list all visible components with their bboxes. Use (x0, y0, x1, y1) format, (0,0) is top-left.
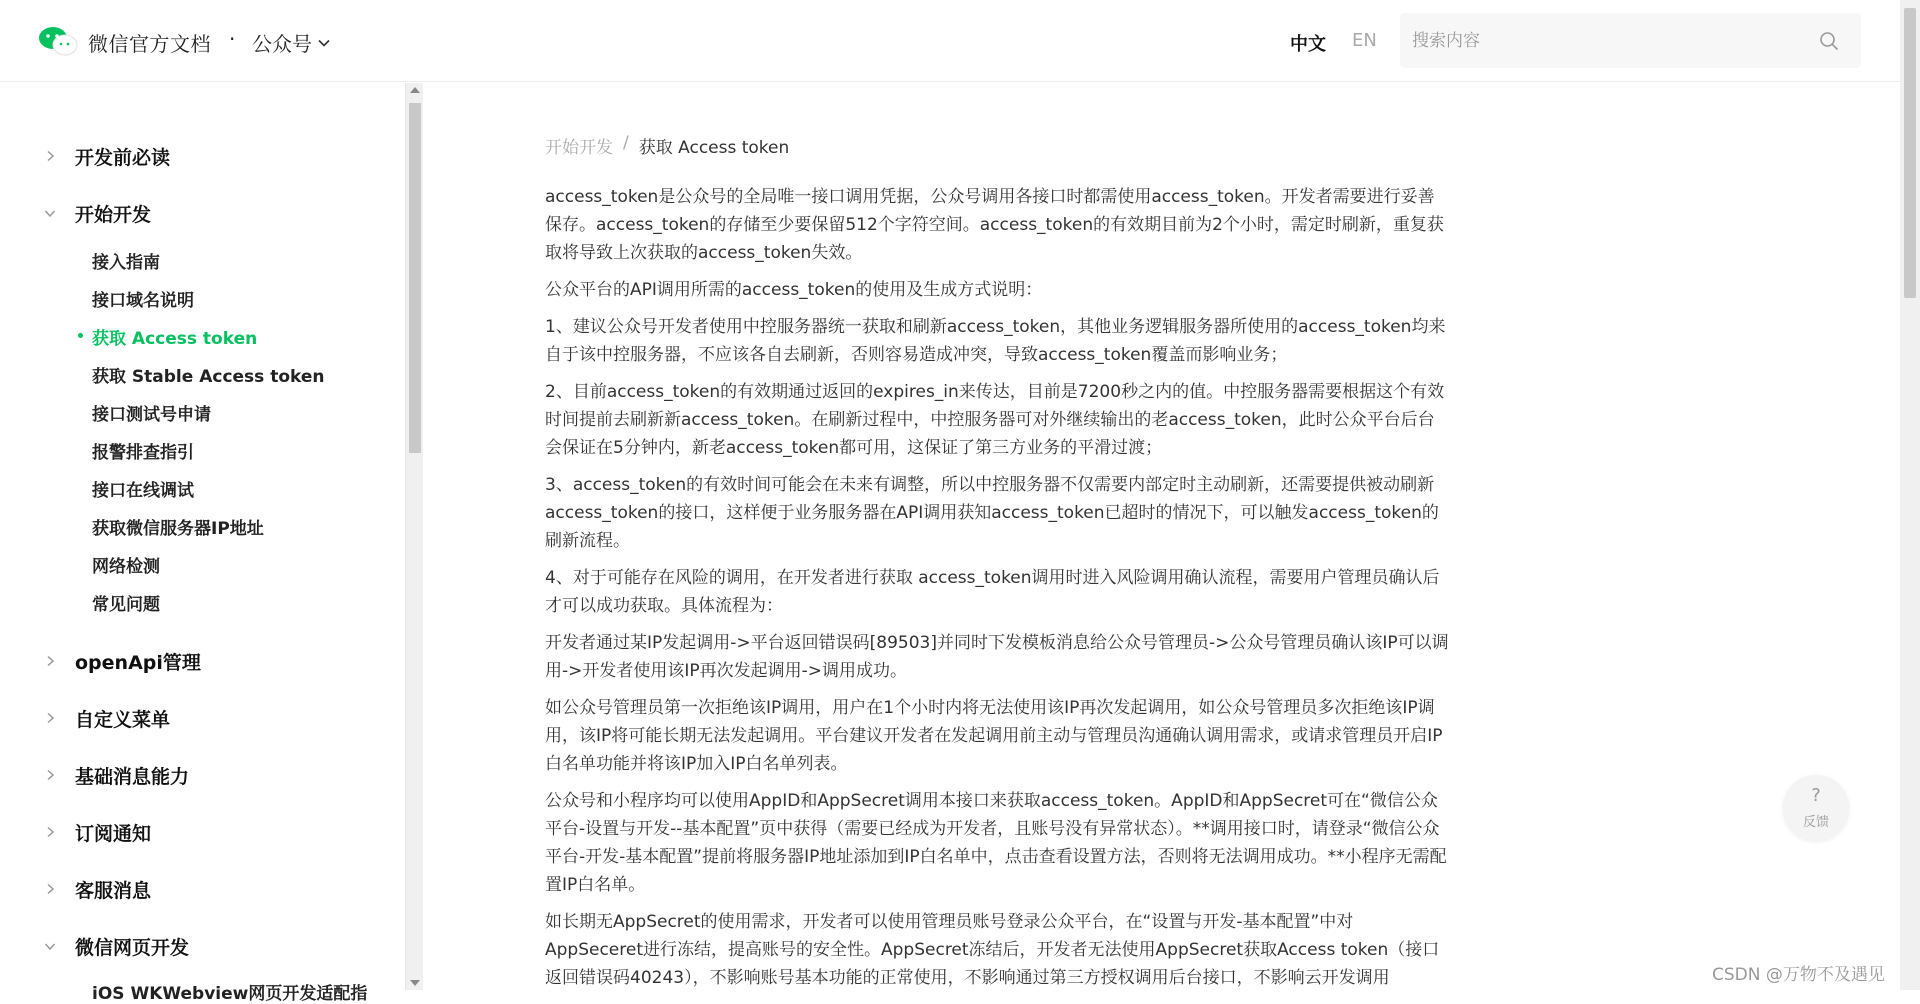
page-scroll-thumb[interactable] (1904, 8, 1916, 298)
wechat-logo-icon[interactable] (38, 26, 78, 56)
chevron-down-icon (44, 207, 56, 219)
chevron-right-icon (44, 150, 56, 162)
breadcrumb-parent-link[interactable]: 开始开发 (545, 138, 613, 158)
scroll-up-arrow-icon[interactable] (410, 87, 420, 93)
sidebar-scrollbar[interactable] (405, 83, 423, 990)
article-paragraph: 1、建议公众号开发者使用中控服务器统一获取和刷新access_token，其他业务逻辑服务器所使用的access_token均来自于该中控服务器，不应该各自去刷新，否则容易造成冲突，导致access_token覆盖而影响业务； (545, 317, 1446, 365)
article-paragraph: 开发者通过某IP发起调用->平台返回错误码[89503]并同时下发模板消息给公众号管理员->公众号管理员确认该IP可以调用->开发者使用该IP再次发起调用->调用成功。 (545, 633, 1449, 681)
sidebar-nav (0, 83, 405, 1004)
article-paragraph: 公众平台的API调用所需的access_token的使用及生成方式说明： (545, 280, 1043, 300)
article-paragraph: access_token是公众号的全局唯一接口调用凭据，公众号调用各接口时都需使用access_token。开发者需要进行妥善保存。access_token的存储至少要保留512个字符空间。access_token的有效期目前为2个小时，需定时刷新，重复获取将导致上次获取的access_token失效。 (545, 187, 1444, 263)
feedback-label: 反馈 (1802, 815, 1829, 830)
sidebar-section-label: openApi管理 (75, 652, 201, 674)
sidebar-section-label: 自定义菜单 (75, 709, 171, 731)
watermark-text: CSDN @万物不及遇见 (1712, 965, 1885, 985)
article-paragraph: 如长期无AppSecret的使用需求，开发者可以使用管理员账号登录公众平台，在“设置与开发-基本配置”中对AppSeceret进行冻结，提高账号的安全性。AppSecret冻结后，开发者无法使用AppSecret获取Access token（接口返回错误码40243），不影响账号基本功能的正常使用，不影响通过第三方授权调用后台接口，不影响云开发调用 (545, 912, 1440, 988)
article-paragraph: 2、目前access_token的有效期通过返回的expires_in来传达，目前是7200秒之内的值。中控服务器需要根据这个有效时间提前去刷新新access_token。在刷新过程中，中控服务器可对外继续输出的老access_token，此时公众平台后台会保证在5分钟内，新老access_token都可用，这保证了第三方业务的平滑过渡； (545, 382, 1445, 458)
sidebar-item-stable-access-token[interactable]: 获取 Stable Access token (92, 367, 325, 387)
chevron-right-icon (44, 655, 56, 667)
sidebar-section-label: 客服消息 (75, 880, 152, 902)
article-paragraph: 如公众号管理员第一次拒绝该IP调用，用户在1个小时内将无法使用该IP再次发起调用，如公众号管理员多次拒绝该IP调用，该IP将可能长期无法发起调用。平台建议开发者在发起调用前主动与管理员沟通确认调用需求，或请求管理员开启IP白名单功能并将该IP加入IP白名单列表。 (545, 698, 1443, 774)
sidebar-item-faq[interactable]: 常见问题 (92, 595, 160, 615)
chevron-down-icon (318, 37, 330, 49)
sidebar-section-label: 订阅通知 (75, 823, 152, 845)
sidebar-item-domain-desc[interactable]: 接口域名说明 (92, 291, 194, 311)
breadcrumb (545, 133, 789, 158)
chevron-right-icon (44, 826, 56, 838)
help-question-icon: ? (1811, 785, 1821, 806)
active-indicator-dot (78, 333, 83, 338)
sidebar-item-test-account[interactable]: 接口测试号申请 (92, 405, 211, 425)
chevron-down-icon (44, 940, 56, 952)
language-zh-link[interactable]: 中文 (1290, 34, 1326, 55)
page-scrollbar[interactable] (1900, 0, 1920, 990)
brand-separator: · (229, 27, 236, 51)
chevron-right-icon (44, 883, 56, 895)
sidebar-item-alarm-guide[interactable]: 报警排查指引 (92, 443, 194, 463)
sidebar-item-network-check[interactable]: 网络检测 (92, 557, 160, 577)
article-paragraph: 公众号和小程序均可以使用AppID和AppSecret调用本接口来获取access_token。AppID和AppSecret可在“微信公众平台-设置与开发--基本配置”页中获得（需要已经成为开发者，且账号没有异常状态）。**调用接口时，请登录“微信公众平台-开发-基本配置”提前将服务器IP地址添加到IP白名单中，点击查看设置方法，否则将无法调用成功。**小程序无需配置IP白名单。 (545, 791, 1447, 895)
sidebar-item-online-debug[interactable]: 接口在线调试 (92, 481, 194, 501)
breadcrumb-current: 获取 Access token (638, 138, 790, 158)
article-body (545, 183, 1450, 1001)
main-content (423, 83, 1900, 990)
sidebar-section-label: 微信网页开发 (75, 937, 190, 959)
feedback-button[interactable] (1783, 775, 1849, 841)
sidebar-scroll-thumb[interactable] (409, 103, 421, 453)
search-box (1400, 13, 1861, 68)
sidebar-section-label: 开始开发 (75, 204, 152, 226)
sidebar-section-label: 基础消息能力 (75, 766, 190, 788)
breadcrumb-separator: / (623, 133, 629, 153)
language-en-link[interactable]: EN (1352, 30, 1377, 51)
top-header (0, 0, 1900, 82)
brand-title[interactable]: 微信官方文档 (88, 32, 211, 56)
sidebar-item-access-guide[interactable]: 接入指南 (92, 253, 160, 273)
product-switch-dropdown[interactable] (252, 28, 330, 57)
sidebar-item-server-ip[interactable]: 获取微信服务器IP地址 (92, 519, 264, 539)
product-label: 公众号 (252, 32, 312, 56)
sidebar-item-get-access-token[interactable]: 获取 Access token (92, 329, 258, 349)
search-icon[interactable] (1819, 31, 1839, 51)
article-paragraph: 3、access_token的有效时间可能会在未来有调整，所以中控服务器不仅需要内部定时主动刷新，还需要提供被动刷新access_token的接口，这样便于业务服务器在API调用获知access_token已超时的情况下，可以触发access_token的刷新流程。 (545, 475, 1439, 551)
search-input[interactable] (1412, 13, 1802, 68)
article-paragraph: 4、对于可能存在风险的调用，在开发者进行获取 access_token调用时进入风险调用确认流程，需要用户管理员确认后才可以成功获取。具体流程为： (545, 568, 1440, 616)
sidebar-section-label: 开发前必读 (75, 147, 171, 169)
chevron-right-icon (44, 712, 56, 724)
scroll-down-arrow-icon[interactable] (410, 980, 420, 986)
sidebar-item-ios-wkwebview[interactable]: iOS WKWebview网页开发适配指 (92, 984, 368, 1004)
chevron-right-icon (44, 769, 56, 781)
